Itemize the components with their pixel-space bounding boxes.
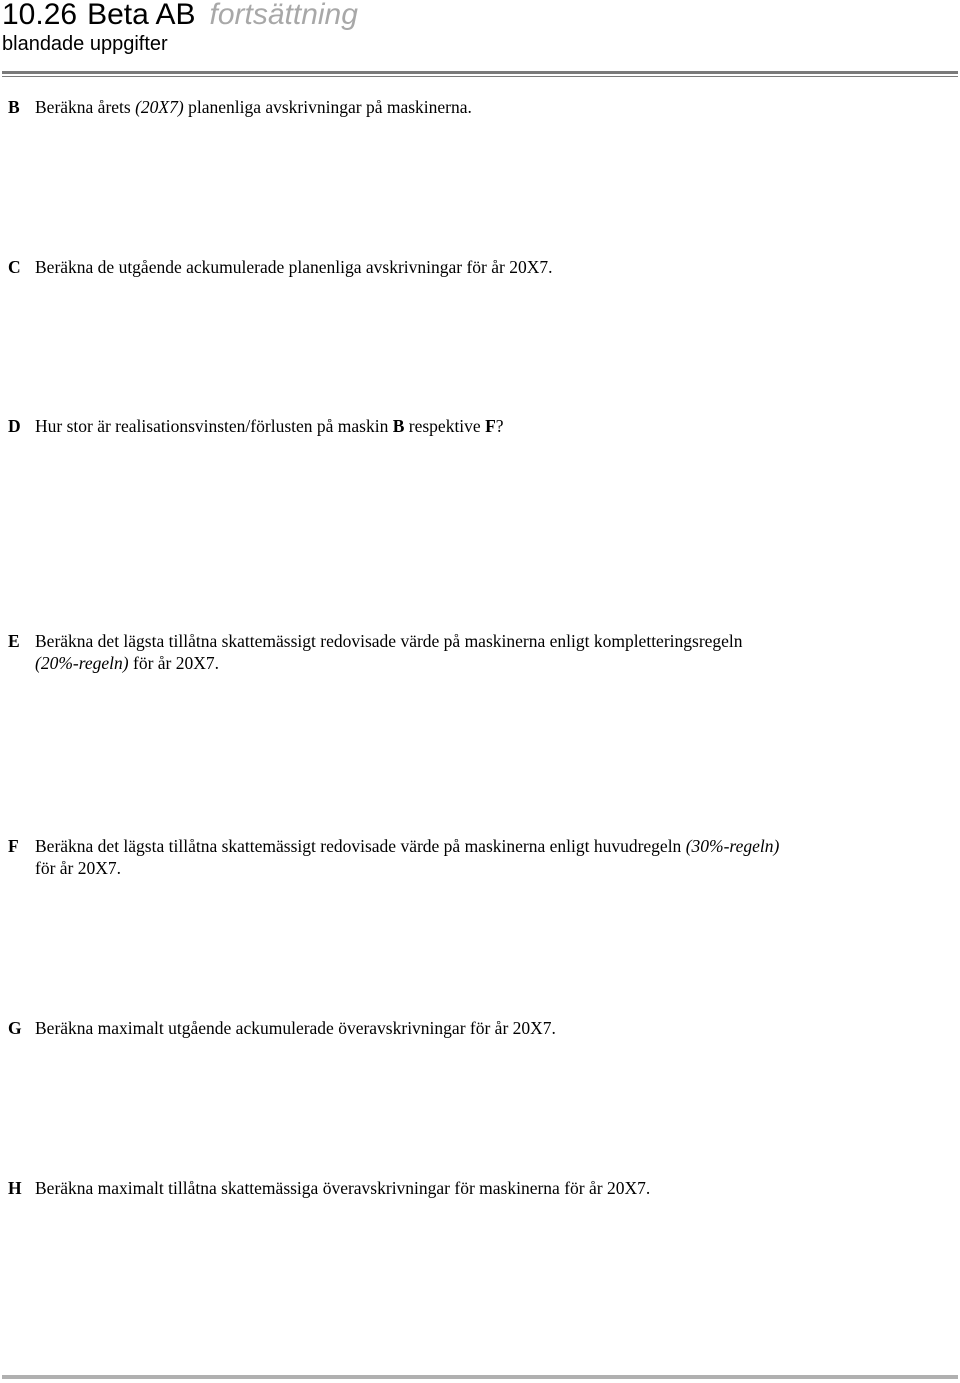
task-letter: E [8,631,20,651]
text-span-italic: (20X7) [135,97,184,117]
task-letter: G [8,1018,22,1038]
task-text [35,835,908,879]
text-span: Beräkna maximalt utgående ackumulerade överavskrivningar för år 20X7. [35,1018,556,1038]
task-letter: C [8,257,21,277]
task-e [8,630,908,674]
task-letter: D [8,416,21,436]
text-span: planenliga avskrivningar på maskinerna. [183,97,472,117]
task-text [35,1177,908,1199]
task-text [35,630,908,674]
page-subtitle: blandade uppgifter [2,33,168,55]
task-d [8,415,908,437]
task-letter: F [8,836,19,856]
task-letter: B [8,97,20,117]
task-text [35,1017,908,1039]
task-f [8,835,908,879]
text-span: Beräkna det lägsta tillåtna skattemässigt redovisade värde på maskinerna enligt kompletteringsregeln [35,631,743,651]
text-span: Hur stor är realisationsvinsten/förlusten på maskin [35,416,393,436]
page-header [2,0,958,56]
exercise-continuation: fortsättning [209,0,358,31]
text-span: Beräkna de utgående ackumulerade planenliga avskrivningar för år 20X7. [35,257,553,277]
header-divider-thin [2,76,958,77]
text-span: Beräkna det lägsta tillåtna skattemässigt redovisade värde på maskinerna enligt huvudregeln [35,836,686,856]
page-title [2,0,958,32]
text-span-italic: (30%-regeln) [685,836,780,856]
task-text [35,415,908,437]
task-text [35,96,908,118]
task-text [35,256,908,278]
header-divider-thick [2,71,958,74]
exercise-company: Beta AB [87,0,196,31]
text-span: Beräkna maximalt tillåtna skattemässiga överavskrivningar för maskinerna för år 20X7. [35,1178,651,1198]
text-span: Beräkna årets [35,97,136,117]
exercise-number: 10.26 [2,0,78,31]
text-span: för år 20X7. [128,653,220,673]
text-span-italic: (20%-regeln) [35,653,129,673]
task-b [8,96,908,118]
text-span-bold: B [392,416,405,436]
text-span: ? [495,416,504,436]
task-h [8,1177,908,1199]
task-g [8,1017,908,1039]
text-span: för år 20X7. [35,858,122,878]
text-span: respektive [404,416,486,436]
footer-divider [2,1375,958,1379]
task-letter: H [8,1178,22,1198]
task-c [8,256,908,278]
text-span-bold: F [485,416,496,436]
